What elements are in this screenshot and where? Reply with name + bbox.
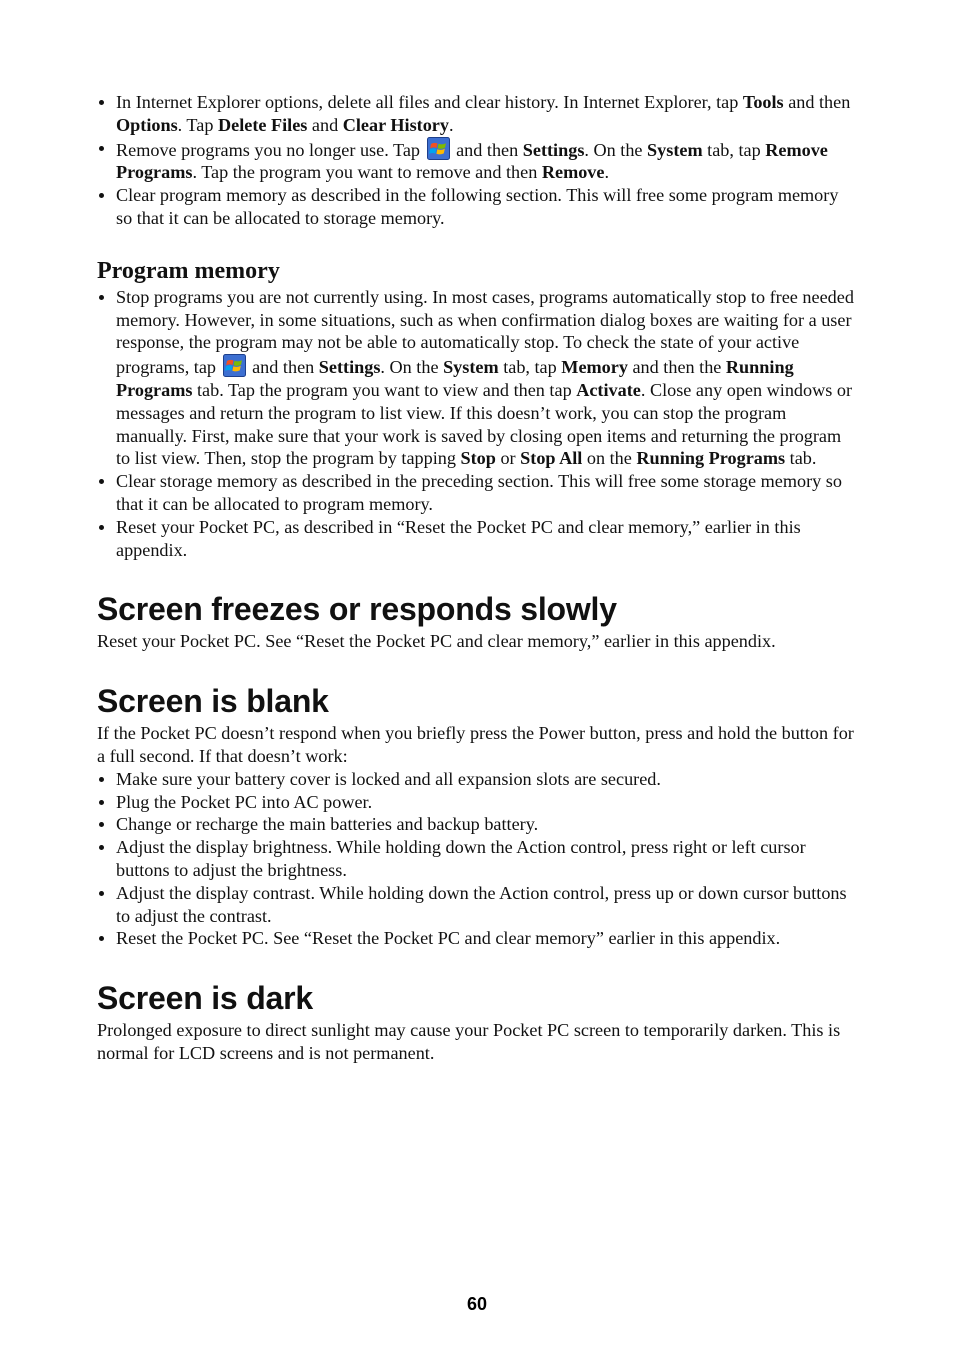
- ui-term: Settings: [522, 139, 585, 160]
- ui-term: Tools: [742, 92, 784, 112]
- ui-term: System: [443, 357, 499, 378]
- ui-term: Remove: [541, 162, 605, 183]
- windows-start-icon: [427, 137, 450, 160]
- ui-term: Options: [116, 114, 178, 135]
- list-item: Reset the Pocket PC. See “Reset the Pocket PC and clear memory” earlier in this appendix.: [97, 927, 859, 950]
- ui-term: Stop: [460, 448, 496, 469]
- list-item: Change or recharge the main batteries and backup battery.: [97, 813, 859, 836]
- list-item: Make sure your battery cover is locked and all expansion slots are secured.: [97, 768, 859, 791]
- ui-term: Clear History: [342, 114, 449, 135]
- screen-freezes-heading: Screen freezes or responds slowly: [97, 591, 617, 628]
- document-page: [97, 91, 859, 1065]
- screen-dark-heading: Screen is dark: [97, 980, 313, 1017]
- ui-term: Running Programs: [116, 357, 794, 400]
- list-item: Adjust the display brightness. While holding down the Action control, press right or left cursor buttons to adjust the brightness.: [97, 836, 859, 882]
- list-item: Clear storage memory as described in the preceding section. This will free some storage memory so that it can be allocated to program memory.: [97, 470, 859, 516]
- list-item: Plug the Pocket PC into AC power.: [97, 791, 859, 814]
- screen-blank-list: [97, 768, 859, 950]
- ui-term: Delete Files: [218, 114, 308, 135]
- screen-dark-text: Prolonged exposure to direct sunlight may cause your Pocket PC screen to temporarily darken. This is normal for LCD screens and is not permanent.: [97, 1020, 841, 1063]
- list-item: Reset your Pocket PC, as described in “Reset the Pocket PC and clear memory,” earlier in this appendix.: [97, 516, 859, 562]
- ui-term: Running Programs: [636, 448, 786, 469]
- screen-blank-intro: If the Pocket PC doesn’t respond when you briefly press the Power button, press and hold the button for a full second. If that doesn’t work:: [97, 723, 854, 766]
- ui-term: Activate: [576, 379, 641, 400]
- list-item: Stop programs you are not currently using. In most cases, programs automatically stop to free needed memory. However, in some situations, such as when confirmation dialog boxes are waiting for a user response, the program may not be able to automatically stop. To check the state of your active programs, tap and then Settings. On the System tab, tap Memory and then the Running Programs tab. Tap the program you want to view and then tap Activate. Close any open windows or messages and return the program to list view. If this doesn’t work, you can stop the program manually. First, make sure that your work is saved by closing open items and returning the program to list view. Then, stop the program by tapping Stop or Stop All on the Running Programs tab.: [97, 286, 859, 470]
- program-memory-heading: Program memory: [97, 257, 280, 284]
- intro-list: [97, 91, 859, 230]
- ui-term: Memory: [561, 357, 628, 378]
- ui-term: Remove Programs: [116, 139, 828, 183]
- program-memory-list: [97, 286, 859, 562]
- list-item: Clear program memory as described in the following section. This will free some program memory so that it can be allocated to storage memory.: [97, 184, 859, 230]
- screen-blank-heading: Screen is blank: [97, 683, 329, 720]
- list-item: In Internet Explorer options, delete all files and clear history. In Internet Explorer, tap Tools and then Options. Tap Delete Files and Clear History.: [97, 91, 859, 137]
- ui-term: Settings: [318, 357, 381, 378]
- page-number: 60: [466, 1294, 488, 1314]
- ui-term: Stop All: [520, 448, 583, 469]
- screen-freezes-text: Reset your Pocket PC. See “Reset the Pocket PC and clear memory,” earlier in this appendix.: [97, 631, 776, 652]
- list-item: Remove programs you no longer use. Tap and then Settings. On the System tab, tap Remove Programs. Tap the program you want to remove and then Remove.: [97, 137, 859, 185]
- list-item: Adjust the display contrast. While holding down the Action control, press up or down cursor buttons to adjust the contrast.: [97, 882, 859, 928]
- windows-start-icon: [223, 354, 246, 377]
- ui-term: System: [647, 139, 703, 160]
